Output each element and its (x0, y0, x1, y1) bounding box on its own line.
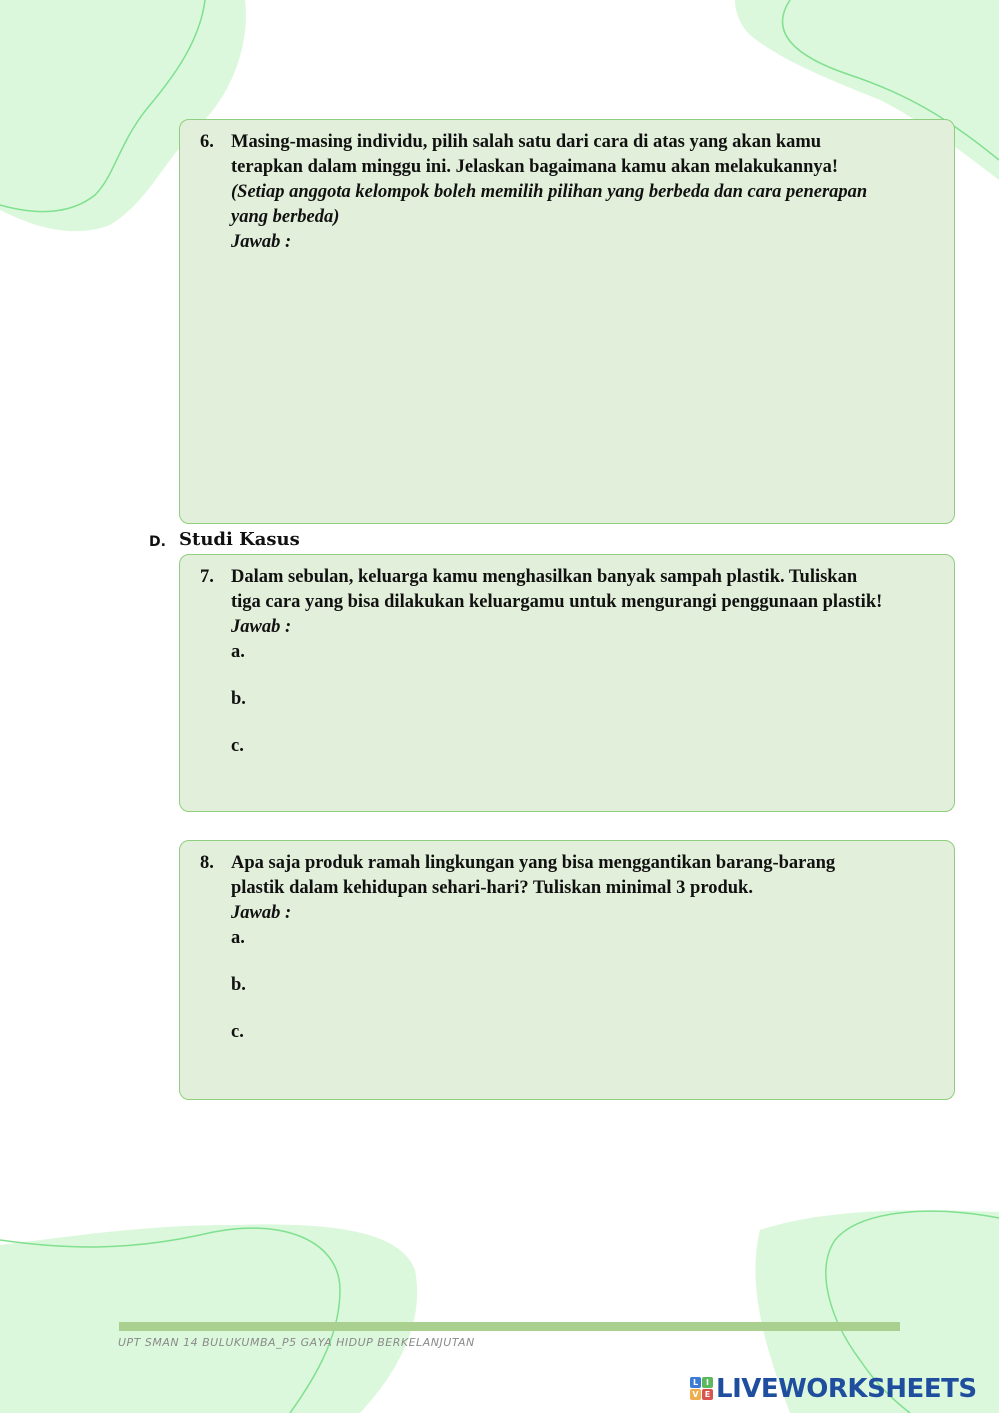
question-note-line: (Setiap anggota kelompok boleh memilih pilihan yang berbeda dan cara penerapan (231, 182, 868, 202)
answer-option-c: c. (231, 1022, 244, 1042)
question-text-line: Apa saja produk ramah lingkungan yang bisa menggantikan barang-barang (231, 853, 836, 873)
question-text-line: terapkan dalam minggu ini. Jelaskan bagaimana kamu akan melakukannya! (231, 157, 839, 177)
question-number: 6. (200, 132, 214, 152)
logo-mark-icon (690, 1377, 714, 1401)
section-title: Studi Kasus (179, 529, 300, 550)
question-text-line: tiga cara yang bisa dilakukan keluargamu untuk mengurangi penggunaan plastik! (231, 592, 883, 612)
question-7 (200, 565, 940, 759)
question-8-box (179, 840, 955, 1100)
answer-option-a: a. (231, 642, 245, 662)
logo-mark-letter: E (702, 1389, 713, 1400)
answer-area[interactable] (230, 260, 934, 507)
answer-label: Jawab : (231, 903, 292, 923)
question-number: 8. (200, 853, 214, 873)
answer-label: Jawab : (231, 617, 292, 637)
logo-mark-letter: V (690, 1389, 701, 1400)
liveworksheets-logo[interactable] (690, 1372, 977, 1406)
answer-option-a: a. (231, 928, 245, 948)
footer-text: UPT SMAN 14 BULUKUMBA_P5 GAYA HIDUP BERKELANJUTAN (118, 1336, 475, 1349)
answer-option-b: b. (231, 689, 246, 709)
question-6 (200, 130, 940, 255)
footer-bar (119, 1322, 900, 1331)
question-number: 7. (200, 567, 214, 587)
bottom-left-blob (0, 1224, 417, 1413)
answer-option-b: b. (231, 975, 246, 995)
question-text-line: plastik dalam kehidupan sehari-hari? Tuliskan minimal 3 produk. (231, 878, 753, 898)
question-8 (200, 851, 940, 1045)
logo-text: LIVEWORKSHEETS (716, 1374, 977, 1404)
question-note-line: yang berbeda) (231, 207, 340, 227)
logo-mark-letter: L (690, 1377, 701, 1388)
question-text-line: Dalam sebulan, keluarga kamu menghasilkan banyak sampah plastik. Tuliskan (231, 567, 858, 587)
answer-option-c: c. (231, 736, 244, 756)
section-letter: D. (149, 534, 166, 550)
question-text-line: Masing-masing individu, pilih salah satu dari cara di atas yang akan kamu (231, 132, 822, 152)
answer-label: Jawab : (231, 232, 292, 252)
logo-mark-letter: I (702, 1377, 713, 1388)
question-6-box (179, 119, 955, 524)
question-7-box (179, 554, 955, 812)
